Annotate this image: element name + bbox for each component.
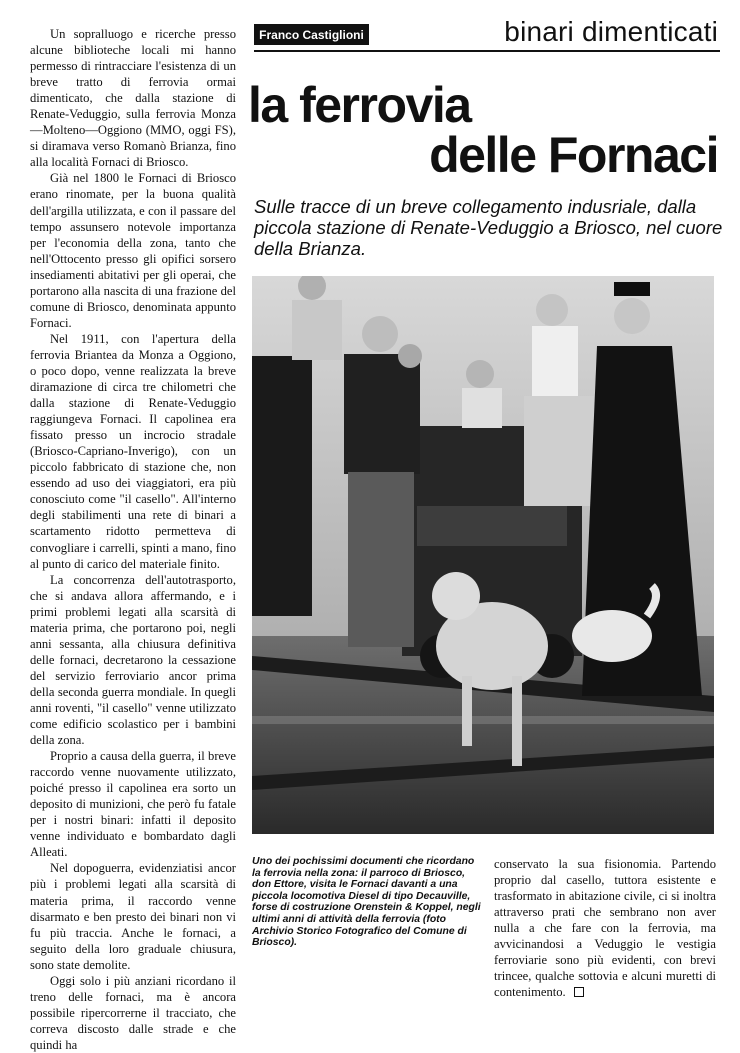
body-column-left [30,26,236,1053]
paragraph: Nel 1911, con l'apertura della ferrovia Briantea da Monza a Oggiono, o poco dopo, venne realizzata la breve diramazione di circa tre chilometri che dalla stazione di Renate-Veduggio raggiungeva Fornaci. Il capolinea era fissato presso un incrocio stradale (Briosco-Capriano-Inverigo), con un piccolo fabbricato di stazione che, non essendo ad uso dei viaggiatori, era più conosciuto come "il casello". All'interno degli stabilimenti una rete di binari a scartamento ridotto permetteva di convogliare i carrelli, spinti a mano, fino al punto di carico del materiale finito. [30,331,236,571]
headline-line-2: delle Fornaci [429,127,718,183]
paragraph: Oggi solo i più anziani ricordano il treno delle fornaci, ma è ancora possibile ripercorrerne il tracciato, che correva discosto dalle strade e che quindi ha [30,973,236,1052]
paragraph: Nel dopoguerra, evidenziatisi ancor più i problemi legati alla scarsità di materia prima, il raccordo venne disarmato e ben presto dei binari non vi fu più traccia. Anche le fornaci, a seguito della loro graduale chiusura, sono state demolite. [30,861,236,972]
author-tag: Franco Castiglioni [254,24,369,45]
photo-illustration [252,276,714,834]
section-title: binari dimenticati [504,16,718,47]
historic-photo [252,276,714,834]
paragraph: La concorrenza dell'autotrasporto, che si andava allora affermando, e i primi problemi legati alla scarsità di materia prima, che portarono poi, negli anni sessanta, alla chiusura definitiva delle fornaci, decretarono la cessazione del servizio ferroviario ancor prima della seconda guerra mondiale. In quegli anni roventi, "il casello" venne utilizzato come edificio scolastico per i bambini della zona. [30,572,236,748]
headline [248,77,718,183]
paragraph: Un sopralluogo e ricerche presso alcune biblioteche locali mi hanno permesso di rintracciare l'esistenza di un breve tratto di ferrovia ormai dimenticato, che dalla stazione di Renate-Veduggio, sulla ferrovia Monza—Molteno—Oggiono (MMO, oggi FS), si diramava verso Romanò Brianza, fino alla località Fornaci di Briosco. [30,27,236,170]
paragraph: Già nel 1800 le Fornaci di Briosco erano rinomate, per la buona qualità dell'argilla utilizzata, e con il passare del tempo assunsero notevole importanza per l'economia della zona, tanto che nell'Ottocento presso gli opifici sorsero insediamenti abitativi per gli operai, che portarono alla nascita di una frazione del comune di Briosco, denominata appunto Fornaci. [30,171,236,330]
end-of-article-mark [574,987,584,997]
paragraph [494,856,716,1000]
paragraph-text: conservato la sua fisionomia. Partendo proprio dal casello, tuttora esistente e trasformato in abitazione civile, ci si inoltra attraverso prati che sembrano non aver nulla a che fare con la ferrovia, ma avvicinandosi a Veduggio le vestigia ferroviarie sono più evidenti, con brevi trincee, qualche sottovia e alcuni muretti di contenimento. [494,857,716,1000]
headline-line-1: la ferrovia [248,77,471,133]
header-rule [254,50,720,52]
paragraph: Proprio a causa della guerra, il breve raccordo venne nuovamente utilizzato, poiché presso il capolinea era sorto un deposito di munizioni, che però fu fatale per i nostri binari: infatti il deposito venne individuato e bombardato dagli Alleati. [30,749,236,860]
photo-caption: Uno dei pochissimi documenti che ricordano la ferrovia nella zona: il parroco di Briosco, don Ettore, visita le Fornaci davanti a una piccola locomotiva Diesel di tipo Decauville, forse di costruzione Orenstein & Koppel, negli ultimi anni di attività della ferrovia (foto Archivio Storico Fotografico del Comune di Briosco). [252,856,481,949]
subtitle: Sulle tracce di un breve collegamento indusriale, dalla piccola stazione di Renate-Veduggio a Briosco, nel cuore della Brianza. [254,196,723,259]
body-column-right [494,856,716,1000]
